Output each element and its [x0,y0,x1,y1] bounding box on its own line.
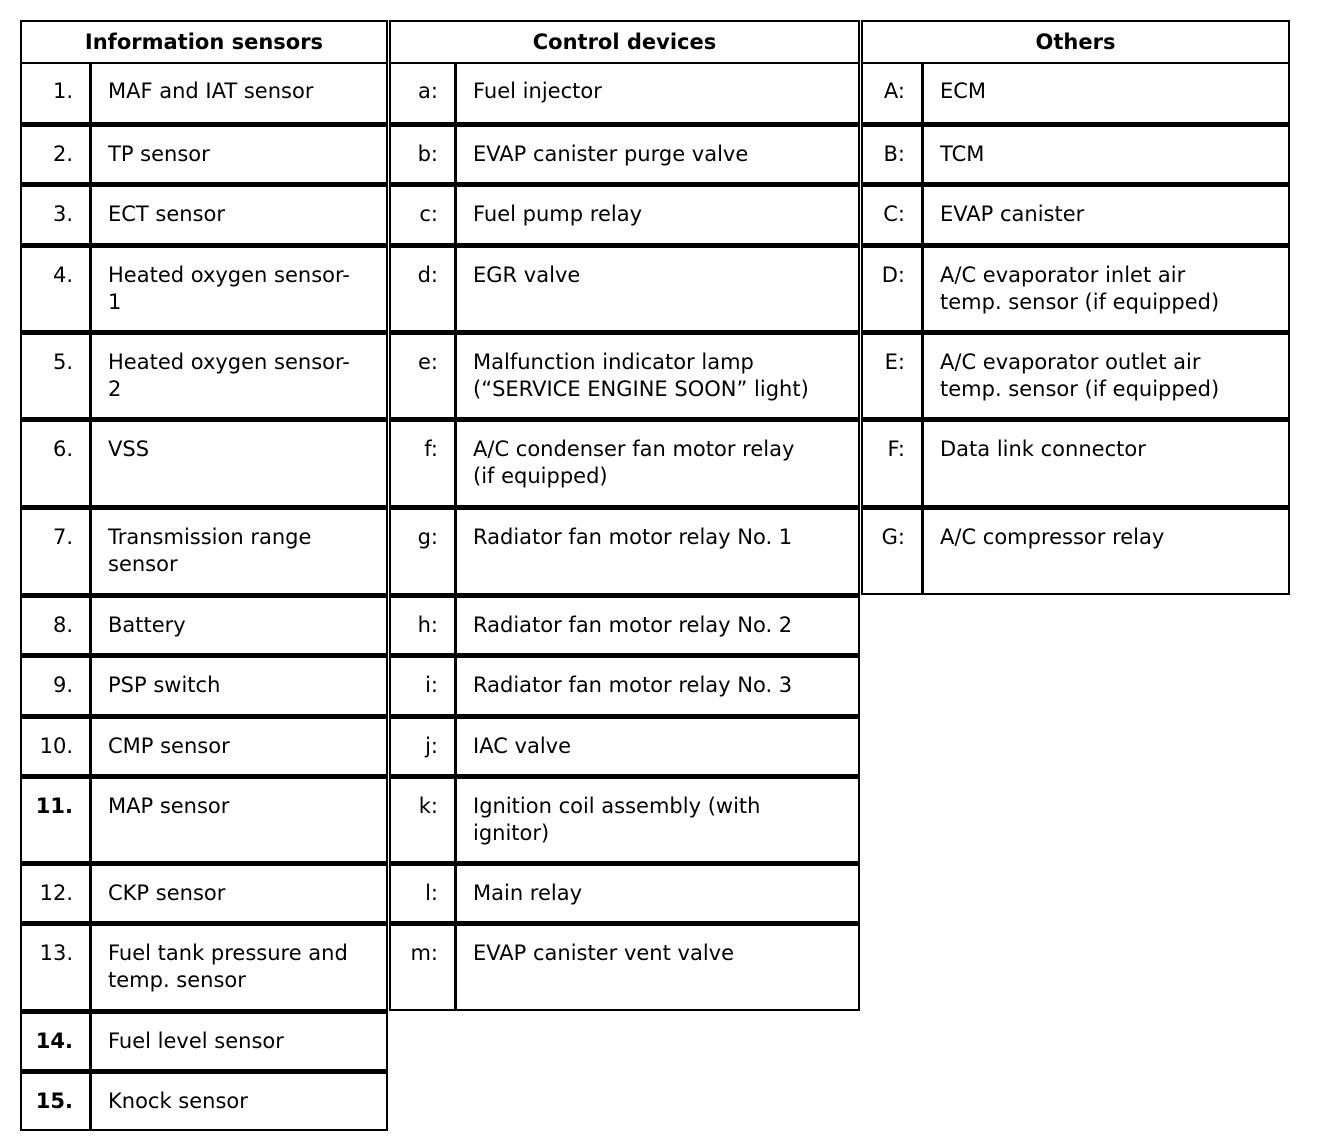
row-label: Fuel pump relay [473,202,642,226]
row-key: 14. [22,1014,92,1069]
row-label: VSS [108,437,150,461]
table-row [20,595,388,655]
table-row [20,1071,388,1131]
table-row [20,1011,388,1071]
table-row [861,332,1290,419]
row-label: Fuel tank pressure and temp. sensor [108,941,348,992]
row-label: EGR valve [473,263,581,287]
row-key: b: [391,127,457,182]
table-row [20,245,388,332]
row-label: Radiator fan motor relay No. 1 [473,525,793,549]
row-key: 7. [22,510,92,593]
table-row [20,507,388,595]
row-label: Battery [108,613,186,637]
row-label: EVAP canister purge valve [473,142,749,166]
row-label: Radiator fan motor relay No. 3 [473,673,793,697]
control-devices-column [389,20,860,1011]
row-key: e: [391,335,457,417]
row-label: Radiator fan motor relay No. 2 [473,613,793,637]
table-row [861,507,1290,595]
row-label: A/C evaporator outlet air temp. sensor (if equipped) [940,350,1220,401]
information-sensors-column [20,20,388,1131]
row-key: B: [863,127,924,182]
row-label: Heated oxygen sensor- 2 [108,350,350,401]
table-row [20,716,388,776]
table-row [389,923,860,1011]
row-key: 15. [22,1074,92,1129]
table-row [389,776,860,863]
row-label: Knock sensor [108,1089,248,1113]
table-row [861,124,1290,184]
row-label: A/C condenser fan motor relay (if equipped) [473,437,795,488]
row-label: IAC valve [473,734,572,758]
row-label: Malfunction indicator lamp (“SERVICE ENGINE SOON” light) [473,350,809,401]
row-label: TP sensor [108,142,210,166]
row-label: CKP sensor [108,881,226,905]
row-key: g: [391,510,457,593]
table-row [389,655,860,716]
row-key: 8. [22,598,92,653]
table-row [20,332,388,419]
row-label: MAP sensor [108,794,230,818]
table-row [389,716,860,776]
row-key: m: [391,926,457,1009]
row-label: EVAP canister [940,202,1085,226]
row-label: A/C compressor relay [940,525,1165,549]
row-key: E: [863,335,924,417]
table-row [861,419,1290,507]
table-row [389,332,860,419]
row-key: d: [391,248,457,330]
table-row [389,507,860,595]
table-row [20,184,388,245]
row-label: PSP switch [108,673,221,697]
table-row [20,776,388,863]
row-label: ECM [940,79,987,103]
table-row [389,245,860,332]
others-column [861,20,1290,595]
row-label: Data link connector [940,437,1146,461]
row-key: 4. [22,248,92,330]
row-key: 11. [22,779,92,861]
row-key: 5. [22,335,92,417]
table-row [20,863,388,923]
row-key: C: [863,187,924,243]
row-key: 6. [22,422,92,505]
row-label: ECT sensor [108,202,226,226]
row-key: 1. [22,64,92,122]
row-key: 9. [22,658,92,714]
table-row [20,419,388,507]
row-key: i: [391,658,457,714]
row-label: Fuel level sensor [108,1029,284,1053]
column-header: Others [861,20,1290,64]
row-key: 13. [22,926,92,1009]
row-label: Ignition coil assembly (with ignitor) [473,794,761,845]
row-label: MAF and IAT sensor [108,79,314,103]
table-row [20,923,388,1011]
table-row [861,64,1290,124]
row-label: CMP sensor [108,734,230,758]
table-row [389,863,860,923]
row-key: a: [391,64,457,122]
row-key: l: [391,866,457,921]
row-label: Fuel injector [473,79,602,103]
column-header: Control devices [389,20,860,64]
table-row [389,419,860,507]
row-label: EVAP canister vent valve [473,941,735,965]
row-label: Transmission range sensor [108,525,312,576]
row-key: G: [863,510,924,593]
row-key: A: [863,64,924,122]
row-label: A/C evaporator inlet air temp. sensor (if equipped) [940,263,1220,314]
table-row [389,595,860,655]
row-key: F: [863,422,924,505]
row-key: 2. [22,127,92,182]
row-label: Main relay [473,881,583,905]
table-row [389,124,860,184]
table-row [389,184,860,245]
row-key: k: [391,779,457,861]
table-row [861,245,1290,332]
column-header: Information sensors [20,20,388,64]
row-key: 3. [22,187,92,243]
row-key: h: [391,598,457,653]
row-key: 10. [22,719,92,774]
table-row [20,124,388,184]
row-label: TCM [940,142,985,166]
row-key: f: [391,422,457,505]
row-key: 12. [22,866,92,921]
table-row [861,184,1290,245]
row-key: D: [863,248,924,330]
table-row [20,655,388,716]
table-row [389,64,860,124]
row-key: c: [391,187,457,243]
row-key: j: [391,719,457,774]
row-label: Heated oxygen sensor- 1 [108,263,350,314]
table-row [20,64,388,124]
